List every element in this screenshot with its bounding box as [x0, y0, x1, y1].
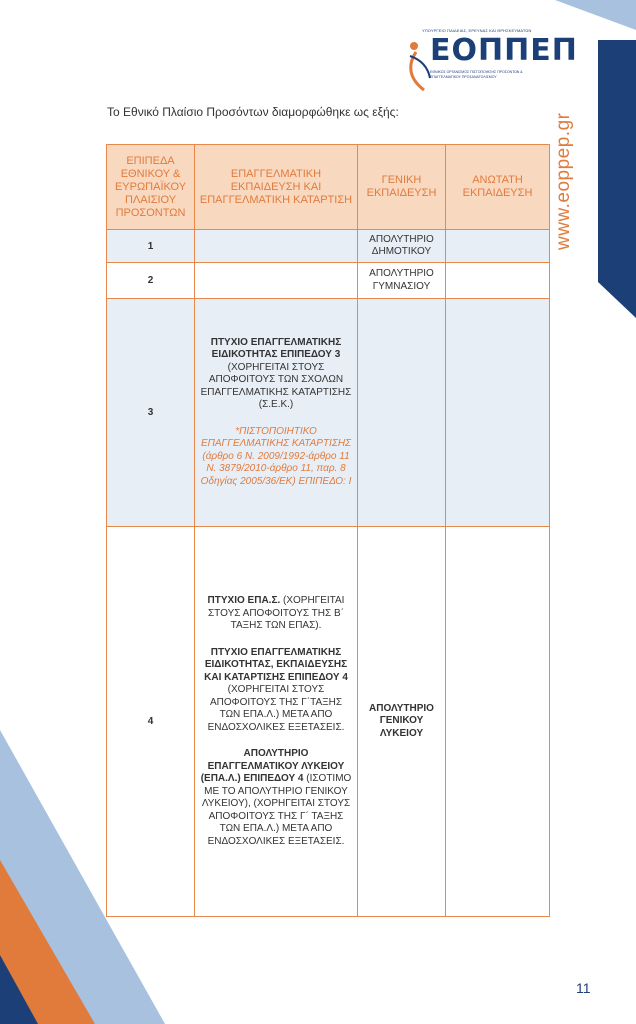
bottom-left-navy-shape — [0, 955, 38, 1024]
level-cell: 3 — [107, 299, 195, 527]
higher-cell — [446, 263, 550, 299]
general-cell — [358, 527, 446, 917]
logo-sub-text: ΕΘΝΙΚΟΣ ΟΡΓΑΝΙΣΜΟΣ ΠΙΣΤΟΠΟΙΗΣΗΣ ΠΡΟΣΟΝΤΩΝ & ΕΠΑΓΓΕΛΜΑΤΙΚΟΥ ΠΡΟΣΑΝΑΤΟΛΙΣΜΟΥ — [430, 70, 523, 79]
qualification-detail: (ΧΟΡΗΓΕΙΤΑΙ ΣΤΟΥΣ ΑΠΟΦΟΙΤΟΥΣ ΤΗΣ Γ΄ΤΑΞΗΣ ΤΩΝ ΕΠΑ.Λ.) ΜΕΤΑ ΑΠΟ ΕΝΔΟΣΧΟΛΙΚΕΣ ΕΞΕΤΑΣΕΙΣ. — [207, 684, 345, 733]
higher-cell — [446, 299, 550, 527]
general-cell — [358, 230, 446, 263]
right-navy-band — [598, 40, 636, 318]
qualification-detail: (ΧΟΡΗΓΕΙΤΑΙ ΣΤΟΥΣ ΑΠΟΦΟΙΤΟΥΣ ΤΗΣ Β΄ ΤΑΞΗΣ ΤΩΝ ΕΠΑΣ). — [208, 595, 345, 631]
qualifications-table — [106, 144, 550, 917]
higher-cell — [446, 230, 550, 263]
level-cell: 1 — [107, 230, 195, 263]
table-row-level-1 — [107, 230, 550, 263]
general-qualification: ΑΠΟΛΥΤΗΡΙΟ ΓΥΜΝΑΣΙΟΥ — [369, 268, 434, 292]
qualification-title: ΠΤΥΧΙΟ ΕΠΑΓΓΕΛΜΑΤΙΚΗΣ ΕΙΔΙΚΟΤΗΤΑΣ ΕΠΙΠΕΔΟΥ 3 — [210, 336, 342, 361]
table-row-level-2 — [107, 263, 550, 299]
vocational-cell — [195, 230, 358, 263]
website-url[interactable]: www.eoppep.gr — [553, 112, 574, 250]
header-higher: ΑΝΩΤΑΤΗ ΕΚΠΑΙΔΕΥΣΗ — [446, 145, 550, 230]
qualification-detail: (ΙΣΟΤΙΜΟ ΜΕ ΤΟ ΑΠΟΛΥΤΗΡΙΟ ΓΕΝΙΚΟΥ ΛΥΚΕΙΟΥ), (ΧΟΡΗΓΕΙΤΑΙ ΣΤΟΥΣ ΑΠΟΦΟΙΤΟΥΣ ΤΗΣ Γ΄ ΤΑΞΗΣ ΤΩΝ ΕΠΑ.Λ.) ΜΕΤΑ ΑΠΟ ΕΝΔΟΣΧΟΛΙΚΕΣ ΕΞΕΤΑΣΕΙΣ. — [201, 773, 352, 847]
vocational-cell — [195, 299, 358, 527]
header-general: ΓΕΝΙΚΗ ΕΚΠΑΙΔΕΥΣΗ — [358, 145, 446, 230]
qualification-title: ΠΤΥΧΙΟ ΕΠΑ.Σ. — [207, 595, 281, 606]
general-cell — [358, 263, 446, 299]
table-row-level-4 — [107, 527, 550, 917]
general-qualification: ΑΠΟΛΥΤΗΡΙΟ ΓΕΝΙΚΟΥ ΛΥΚΕΙΟΥ — [369, 702, 434, 739]
intro-text: Το Εθνικό Πλαίσιο Προσόντων διαμορφώθηκε ως εξής: — [107, 105, 399, 119]
bottom-left-orange-shape — [0, 860, 95, 1024]
vocational-qualification — [199, 647, 353, 735]
vocational-cell — [195, 263, 358, 299]
level-cell: 4 — [107, 527, 195, 917]
eoppep-logo — [400, 28, 578, 94]
table-header-row — [107, 145, 550, 230]
top-right-light-blue-shape — [555, 0, 636, 30]
qualification-detail: (ΧΟΡΗΓΕΙΤΑΙ ΣΤΟΥΣ ΑΠΟΦΟΙΤΟΥΣ ΤΩΝ ΣΧΟΛΩΝ ΕΠΑΓΓΕΛΜΑΤΙΚΗΣ ΚΑΤΑΡΤΙΣΗΣ (Σ.Ε.Κ.) — [200, 361, 352, 411]
qualification-title: ΑΠΟΛΥΤΗΡΙΟ ΕΠΑΓΓΕΛΜΑΤΙΚΟΥ ΛΥΚΕΙΟΥ (ΕΠΑ.Λ.) ΕΠΙΠΕΔΟΥ 4 — [200, 748, 345, 784]
table-row-level-3 — [107, 299, 550, 527]
logo-main-text: ΕΟΠΠΕΠ — [430, 33, 578, 68]
level-cell: 2 — [107, 263, 195, 299]
vocational-qualification — [199, 595, 353, 633]
vocational-qualification — [199, 748, 353, 848]
higher-cell — [446, 527, 550, 917]
page-number: 11 — [576, 980, 591, 996]
general-qualification: ΑΠΟΛΥΤΗΡΙΟ ΔΗΜΟΤΙΚΟΥ — [369, 233, 434, 257]
vocational-note: *ΠΙΣΤΟΠΟΙΗΤΙΚΟ ΕΠΑΓΓΕΛΜΑΤΙΚΗΣ ΚΑΤΑΡΤΙΣΗΣ (άρθρο 6 Ν. 2009/1992-άρθρο 11 Ν. 3879/2010-άρθρο 11, παρ. 8 Οδηγίας 2005/36/ΕΚ) ΕΠΙΠΕΔΟ: Ι — [200, 425, 352, 487]
header-levels: ΕΠΙΠΕΔΑ ΕΘΝΙΚΟΥ & ΕΥΡΩΠΑΪΚΟΥ ΠΛΑΙΣΙΟΥ ΠΡΟΣΟΝΤΩΝ — [107, 145, 195, 230]
logo-ministry-text: ΥΠΟΥΡΓΕΙΟ ΠΑΙΔΕΙΑΣ, ΕΡΕΥΝΑΣ ΚΑΙ ΘΡΗΣΚΕΥΜΑΤΩΝ — [422, 28, 532, 33]
header-vocational: ΕΠΑΓΓΕΛΜΑΤΙΚΗ ΕΚΠΑΙΔΕΥΣΗ ΚΑΙ ΕΠΑΓΓΕΛΜΑΤΙΚΗ ΚΑΤΑΡΤΙΣΗ — [195, 145, 358, 230]
vocational-qualification — [199, 337, 353, 412]
qualification-title: ΠΤΥΧΙΟ ΕΠΑΓΓΕΛΜΑΤΙΚΗΣ ΕΙΔΙΚΟΤΗΤΑΣ, ΕΚΠΑΙΔΕΥΣΗΣ ΚΑΙ ΚΑΤΑΡΤΙΣΗΣ ΕΠΙΠΕΔΟΥ 4 — [204, 646, 348, 683]
vocational-cell — [195, 527, 358, 917]
general-cell — [358, 299, 446, 527]
